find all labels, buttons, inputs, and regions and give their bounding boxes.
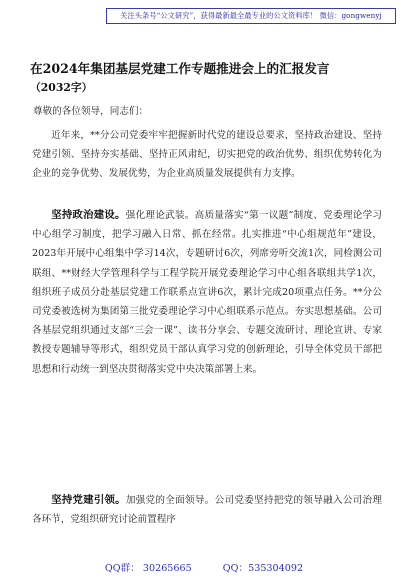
- paragraph-lead: 坚持党建引领。: [51, 494, 126, 506]
- footer-contact: [0, 560, 408, 574]
- document-title: 在2024年集团基层党建工作专题推进会上的汇报发言: [30, 61, 330, 76]
- paragraph-party-leadership: [32, 491, 382, 529]
- paragraph-intro: [32, 126, 382, 184]
- paragraph-political-building: [32, 206, 382, 379]
- paragraph-text: 强化理论武装。高质量落实“第一议题”制度、党委理论学习中心组学习制度，把学习融入日常、抓在经常。扎实推进“中心组规范年”建设，2023年开展中心组集中学习14次，专题研讨6次，列席旁听交流1次，同检测公司联组、**财经大学管理科学与工程学院开展党委理论学习中心组各联组共学1次，组织班子成员分赴基层党建工作联系点宣讲6次，累计完成20项重点任务。**分公司党委被选树为集团第三批党委理论学习中心组联系示范点。夯实思想基础。公司各基层党组织通过支部“三会一课”、读书分享会、专题交流研讨、理论宣讲、专家教授专题辅导等形式，组织党员干部认真学习党的创新理论，引导全体党员干部把思想和行动统一到坚决贯彻落实党中央决策部署上来。: [32, 210, 383, 375]
- salutation: 尊敬的各位领导，同志们：: [33, 106, 149, 117]
- footer-qq-group: QQ群： 30265665: [104, 563, 192, 574]
- paragraph-text: 近年来，**分公司党委牢牢把握新时代党的建设总要求，坚持政治建设、坚持党建引领、坚持夯实基础、坚持正风肃纪，切实把党的政治优势、组织优势转化为企业的竞争优势、发展优势，为企业高质量发展提供有力支撑。: [32, 130, 382, 180]
- paragraph-text: 加强党的全面领导。公司党委坚持把党的领导融入公司治理各环节，党组织研究讨论前置程序: [32, 495, 382, 526]
- document-subtitle: （2032字）: [30, 81, 93, 94]
- footer-qq: QQ：535304092: [222, 563, 304, 574]
- paragraph-lead: 坚持政治建设。: [51, 209, 126, 221]
- header-banner: [106, 8, 396, 24]
- banner-text: 关注头条号“公文研究”，获得最新最全最专业的公文资料库！ 微信：gongwenyj: [120, 11, 382, 20]
